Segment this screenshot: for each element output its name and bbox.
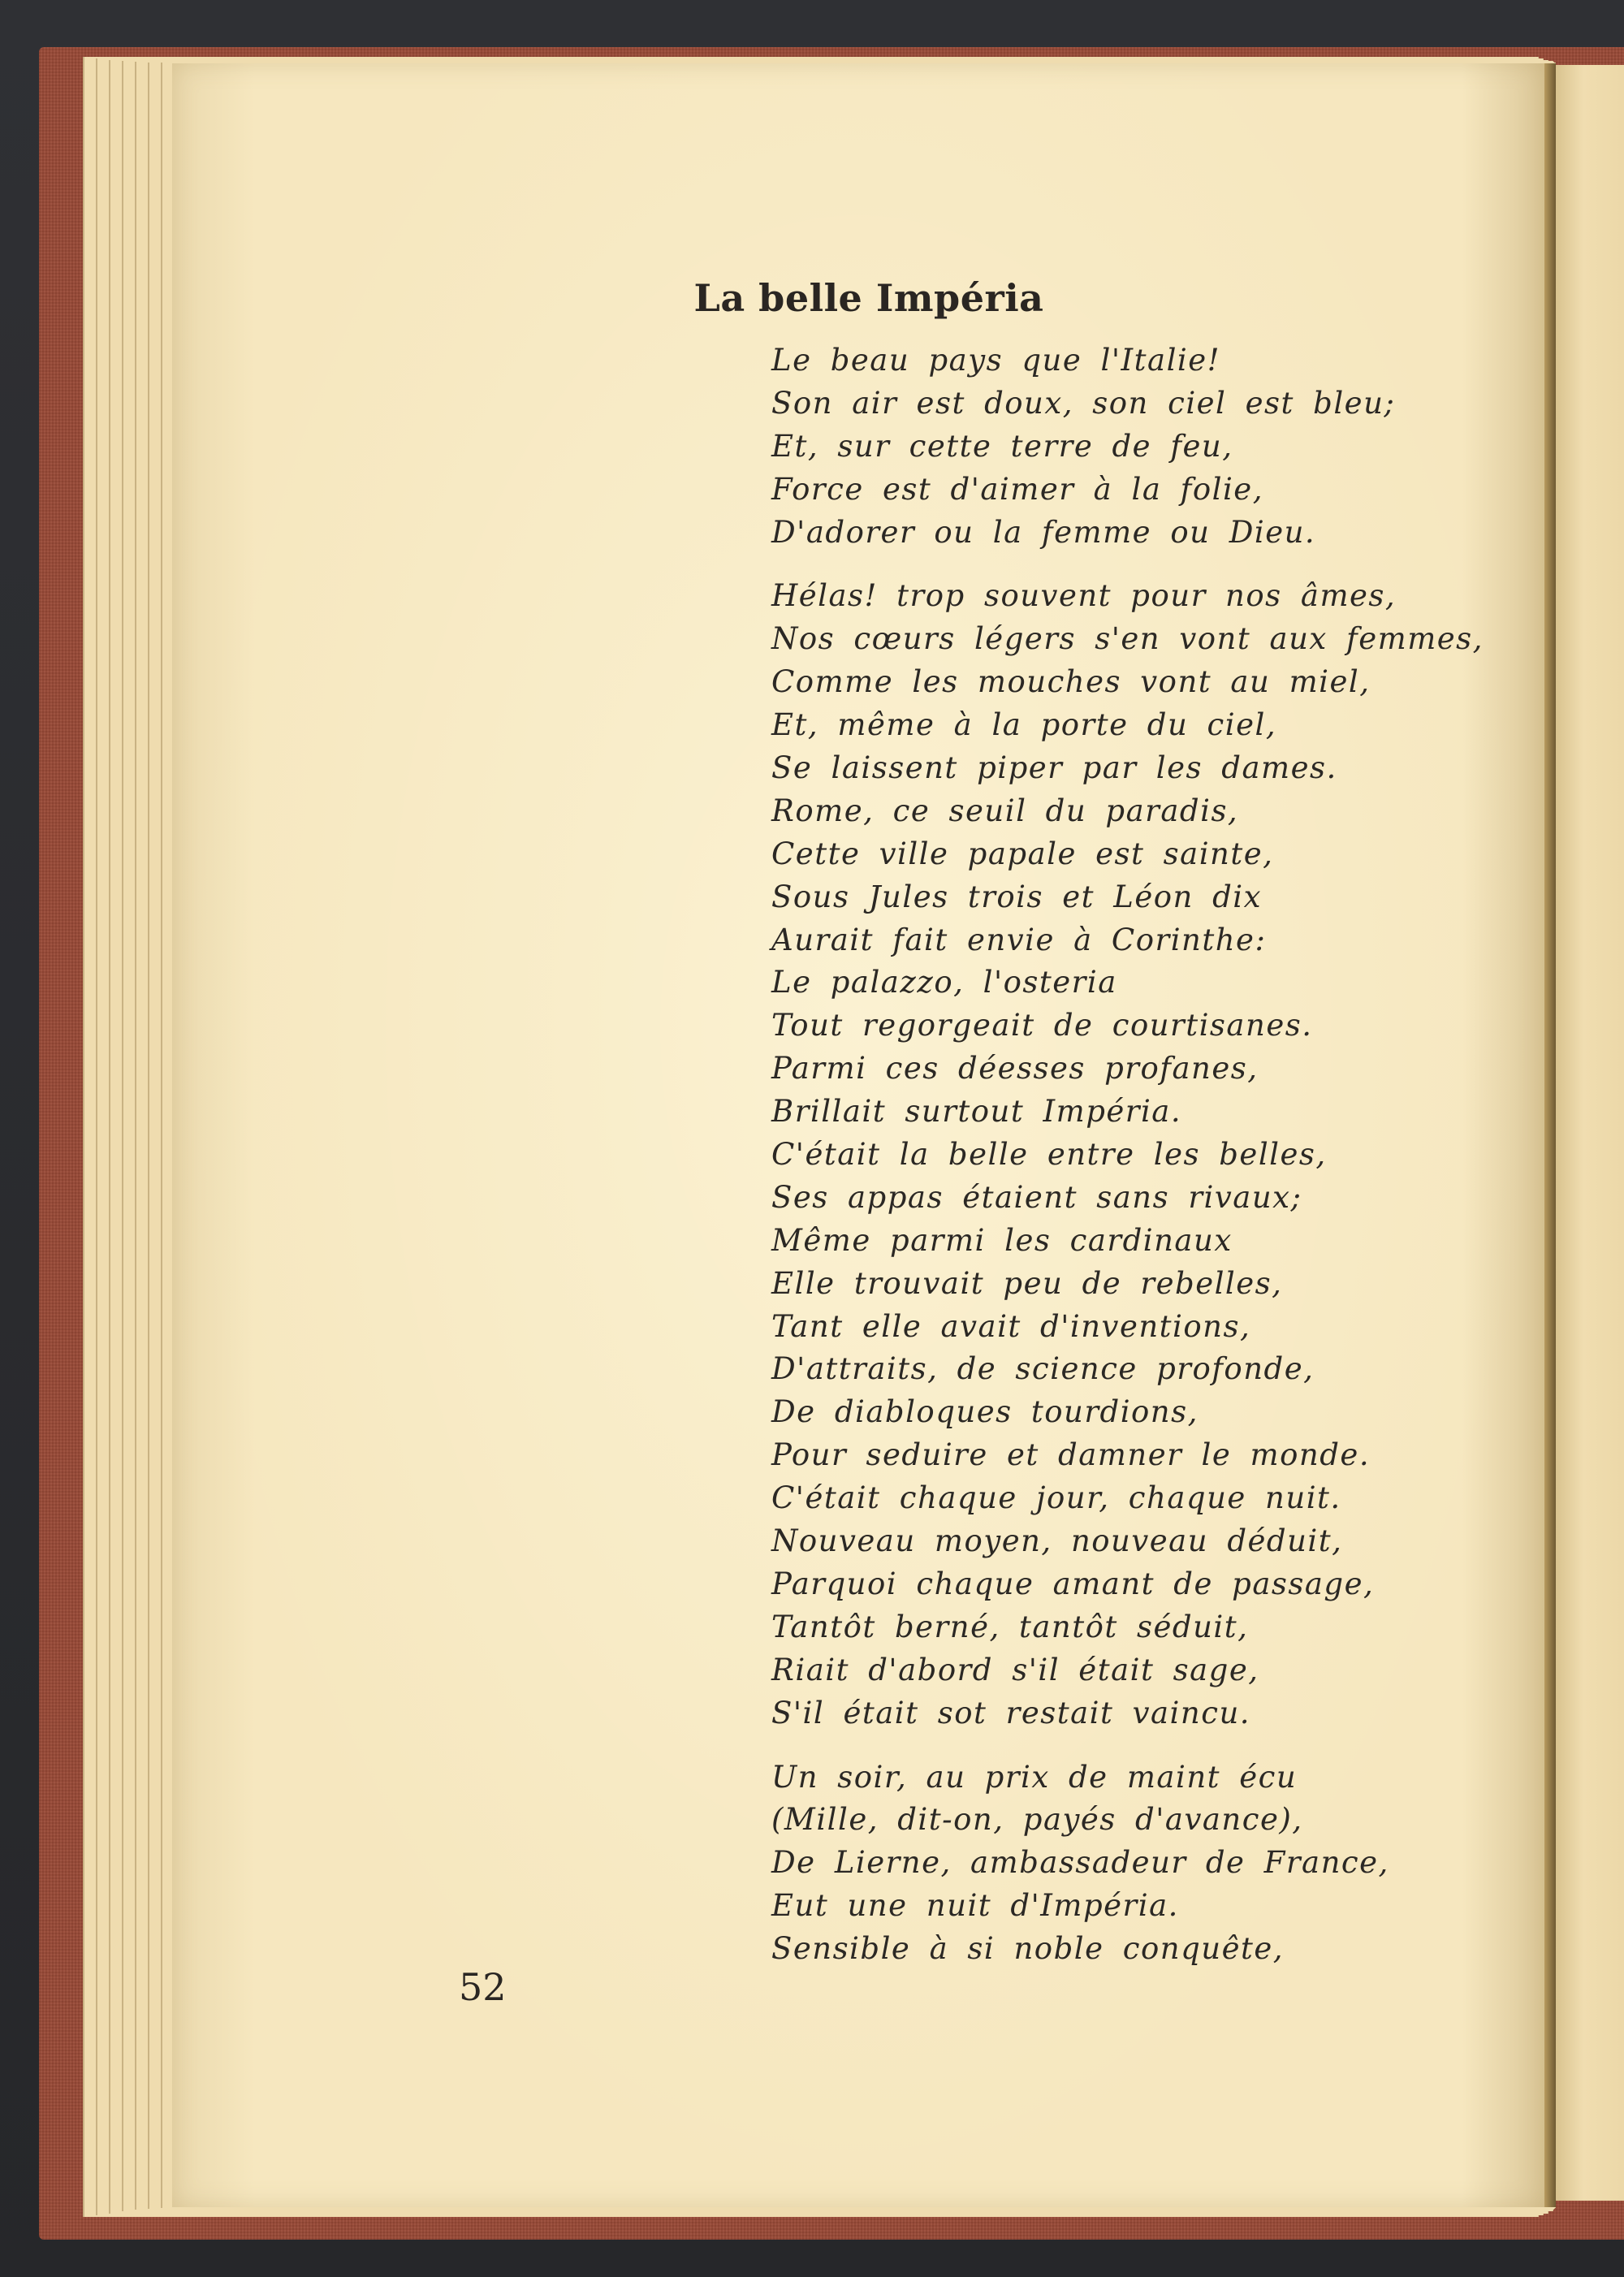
poem-line: Force est d'aimer à la folie, — [771, 471, 1263, 507]
poem-line: Tout regorgeait de courtisanes. — [771, 1008, 1313, 1043]
poem-line: Elle trouvait peu de rebelles, — [771, 1265, 1283, 1301]
poem-line: Son air est doux, son ciel est bleu; — [771, 385, 1396, 421]
poem-line: De diabloques tourdions, — [771, 1394, 1199, 1430]
poem-line: Sensible à si noble conquête, — [771, 1931, 1285, 1967]
poem-line: Comme les mouches vont au miel, — [771, 664, 1371, 700]
poem-line: De Lierne, ambassadeur de France, — [771, 1845, 1389, 1881]
poem-line: Ses appas étaient sans rivaux; — [771, 1179, 1302, 1215]
poem-line: Nouveau moyen, nouveau déduit, — [771, 1523, 1343, 1559]
poem-line: Parmi ces déesses profanes, — [771, 1051, 1259, 1087]
poem-line: Tant elle avait d'inventions, — [771, 1308, 1251, 1344]
poem-line: D'adorer ou la femme ou Dieu. — [771, 514, 1316, 550]
poem-line: Le palazzo, l'osteria — [771, 965, 1117, 1000]
poem-line: Brillait surtout Impéria. — [771, 1094, 1182, 1130]
poem-line: S'il était sot restait vaincu. — [771, 1695, 1251, 1730]
book-gutter — [1544, 63, 1556, 2207]
poem-line: Sous Jules trois et Léon dix — [771, 879, 1263, 914]
poem-line: Rome, ce seuil du paradis, — [771, 793, 1239, 828]
poem-line: (Mille, dit-on, payés d'avance), — [771, 1802, 1303, 1838]
facing-page-edge — [1556, 65, 1624, 2201]
poem-line: Eut une nuit d'Impéria. — [771, 1888, 1179, 1924]
poem-line: Le beau pays que l'Italie! — [771, 343, 1221, 378]
poem-stanza — [771, 1756, 1624, 1971]
poem-line: Parquoi chaque amant de passage, — [771, 1566, 1375, 1601]
poem-line: Et, sur cette terre de feu, — [771, 428, 1233, 464]
poem-line: Un soir, au prix de maint écu — [771, 1759, 1298, 1795]
poem-line: Et, même à la porte du ciel, — [771, 707, 1277, 743]
book-page — [172, 63, 1544, 2207]
poem-line: Se laissent piper par les dames. — [771, 750, 1337, 786]
poem-line: Tantôt berné, tantôt séduit, — [771, 1609, 1249, 1644]
poem-title: La belle Impéria — [693, 276, 1044, 320]
poem-line: C'était la belle entre les belles, — [771, 1137, 1327, 1173]
poem-line: Aurait fait envie à Corinthe: — [771, 922, 1267, 957]
page-number: 52 — [459, 1965, 507, 2009]
poem-line: Pour seduire et damner le monde. — [771, 1437, 1371, 1473]
poem-stanza — [771, 339, 1624, 554]
poem-line: C'était chaque jour, chaque nuit. — [771, 1480, 1341, 1516]
poem-line: D'attraits, de science profonde, — [771, 1351, 1315, 1387]
poem-line: Riait d'abord s'il était sage, — [771, 1652, 1259, 1687]
poem-line: Même parmi les cardinaux — [771, 1222, 1233, 1258]
poem-line: Nos cœurs légers s'en vont aux femmes, — [771, 621, 1484, 657]
poem-line: Hélas! trop souvent pour nos âmes, — [771, 578, 1397, 614]
poem-line: Cette ville papale est sainte, — [771, 836, 1274, 871]
poem-stanza — [771, 575, 1624, 1735]
poem-body — [771, 339, 1624, 1971]
